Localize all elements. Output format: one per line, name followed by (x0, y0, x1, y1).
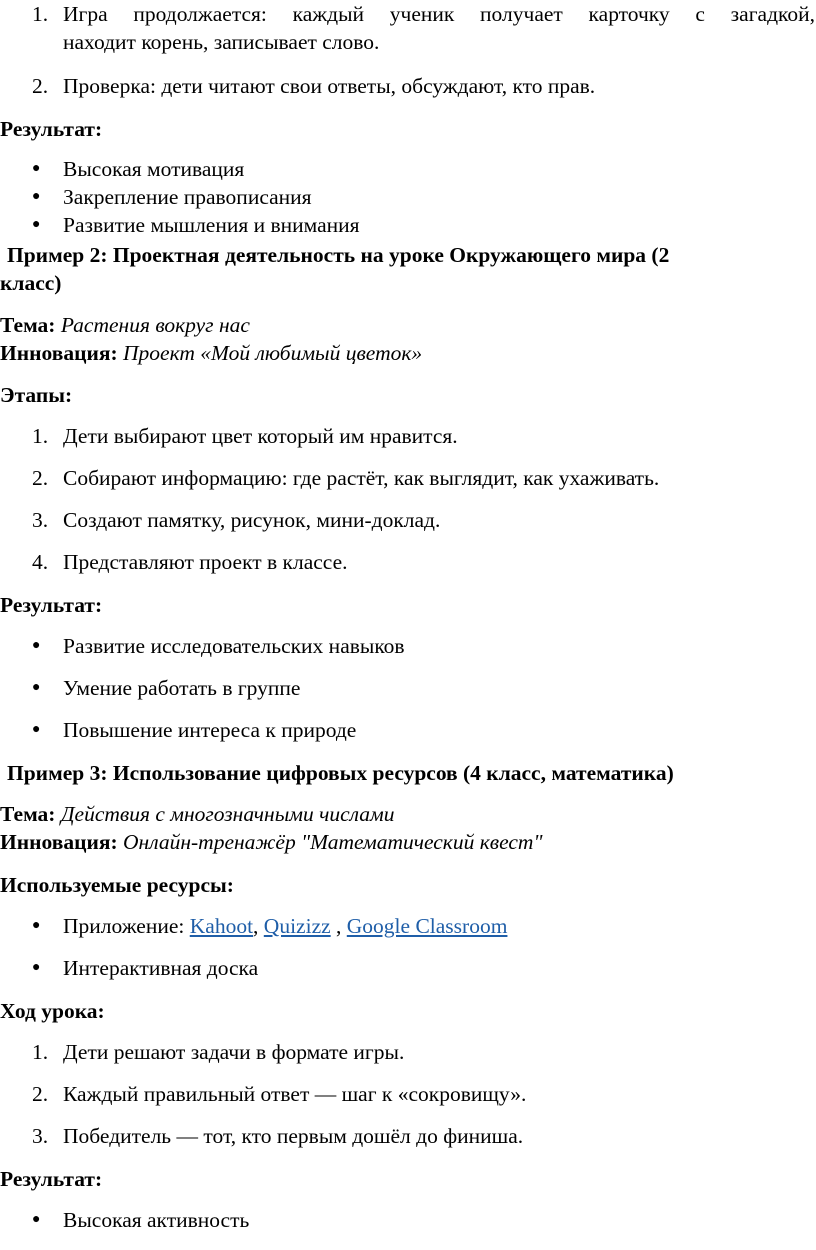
section-heading-continuation: класс) (0, 271, 62, 295)
bullet-icon: ● (32, 638, 41, 653)
bullet-icon: ● (32, 918, 41, 933)
topic-line: Тема: Растения вокруг нас (0, 313, 250, 337)
section-heading: Пример 2: Проектная деятельность на уроке Окружающего мира (2 (7, 243, 670, 267)
link-kahoot[interactable]: Kahoot (189, 914, 254, 938)
section-heading: Пример 3: Использование цифровых ресурсов (4 класс, математика) (7, 761, 674, 785)
resources-heading: Используемые ресурсы: (0, 873, 234, 897)
topic-line: Тема: Действия с многозначными числами (0, 802, 395, 826)
result-heading: Результат: (0, 1167, 103, 1191)
link-quizizz[interactable]: Quizizz (263, 914, 331, 938)
bullet-icon: ● (32, 217, 41, 232)
innovation-line: Инновация: Проект «Мой любимый цветок» (0, 341, 423, 365)
result-heading: Результат: (0, 117, 103, 141)
bullet-icon: ● (32, 722, 41, 737)
bullet-icon: ● (32, 189, 41, 204)
bullet-icon: ● (32, 1212, 41, 1227)
bullet-icon: ● (32, 960, 41, 975)
stages-heading: Этапы: (0, 383, 73, 407)
bullet-icon: ● (32, 161, 41, 176)
link-google-classroom[interactable]: Google Classroom (346, 914, 508, 938)
innovation-line: Инновация: Онлайн-тренажёр "Математический квест" (0, 830, 543, 854)
lesson-heading: Ход урока: (0, 999, 105, 1023)
result-heading: Результат: (0, 593, 103, 617)
bullet-icon: ● (32, 680, 41, 695)
